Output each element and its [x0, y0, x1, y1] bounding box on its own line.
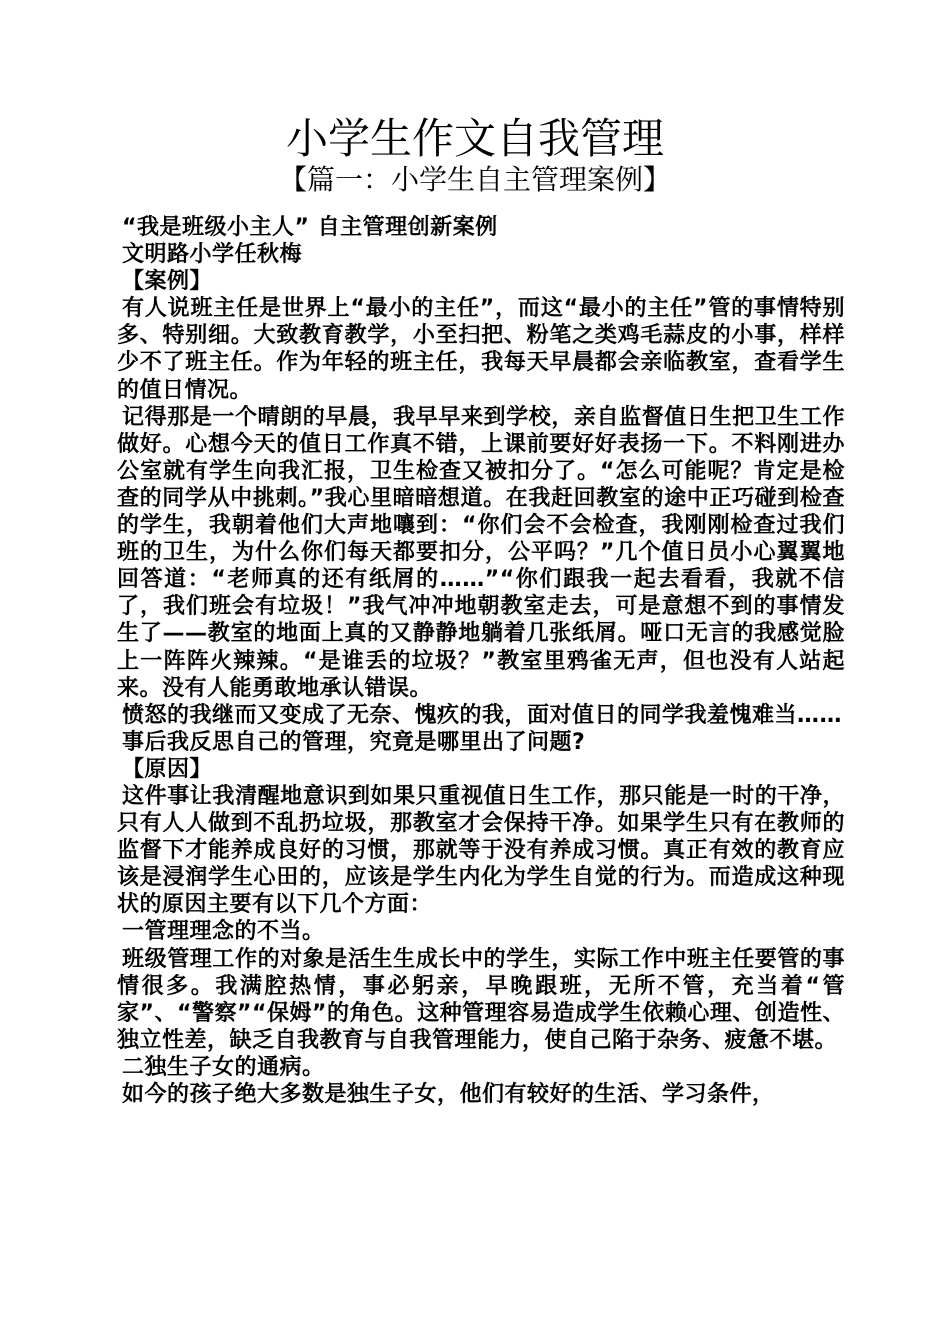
author-line: 文明路小学任秋梅 [122, 242, 303, 268]
body-paragraph: 班级管理工作的对象是活生生成长中的学生，实际工作中班主任要管的事情很多。我满腔热情，事必躬亲，早晚跟班，无所不管，充当着“管家”、“警察”“保姆”的角色。这种管理容易造成学生依赖心理、创造性、独立性差，缺乏自我教育与自我管理能力，使自己陷于杂务、疲惫不堪。 [117, 946, 845, 1053]
body-paragraph: 这件事让我清醒地意识到如果只重视值日生工作，那只能是一时的干净，只有人人做到不乱扔垃圾，那教室才会保持干净。如果学生只有在教师的监督下才能养成良好的习惯，那就等于没有养成习惯。真正有效的教育应该是浸润学生心田的，应该是学生内化为学生自觉的行为。而造成这种现状的原因主要有以下几个方面： [117, 783, 845, 918]
document-subtitle: 【篇一：小学生自主管理案例】 [278, 163, 671, 196]
section-heading-case: 【案例】 [122, 269, 213, 295]
body-paragraph: 记得那是一个晴朗的早晨，我早早来到学校，亲自监督值日生把卫生工作做好。心想今天的值日工作真不错，上课前要好好表扬一下。不料刚进办公室就有学生向我汇报，卫生检查又被扣分了。“怎么可能呢？肯定是检查的同学从中挑刺。”我心里暗暗想道。在我赶回教室的途中正巧碰到检查的学生，我朝着他们大声地嚷到：“你们会不会检查，我刚刚检查过我们班的卫生，为什么你们每天都要扣分，公平吗？”几个值日员小心翼翼地回答道：“老师真的还有纸屑的……”“你们跟我一起去看看，我就不信了，我们班会有垃圾！”我气冲冲地朝教室走去，可是意想不到的事情发生了——教室的地面上真的又静静地躺着几张纸屑。哑口无言的我感觉脸上一阵阵火辣辣。“是谁丢的垃圾？”教室里鸦雀无声，但也没有人站起来。没有人能勇敢地承认错误。 [117, 404, 845, 701]
body-paragraph: 愤怒的我继而又变成了无奈、愧疚的我，面对值日的同学我羞愧难当…… [122, 702, 843, 728]
body-paragraph: 如今的孩子绝大多数是独生子女，他们有较好的生活、学习条件， [122, 1082, 775, 1107]
body-paragraph: 事后我反思自己的管理，究竟是哪里出了问题? [122, 729, 586, 755]
body-paragraph: 有人说班主任是世界上“最小的主任”，而这“最小的主任”管的事情特别多、特别细。大致教育教学，小至扫把、粉笔之类鸡毛蒜皮的小事，样样少不了班主任。作为年轻的班主任，我每天早晨都会亲临教室，查看学生的值日情况。 [117, 296, 845, 403]
case-title: “我是班级小主人” 自主管理创新案例 [122, 215, 498, 240]
subheading-2: 二独生子女的通病。 [122, 1054, 325, 1080]
subheading-1: 一管理理念的不当。 [122, 919, 325, 945]
section-heading-cause: 【原因】 [122, 756, 213, 782]
document-body [117, 214, 845, 1108]
document-title: 小学生作文自我管理 [285, 114, 664, 163]
